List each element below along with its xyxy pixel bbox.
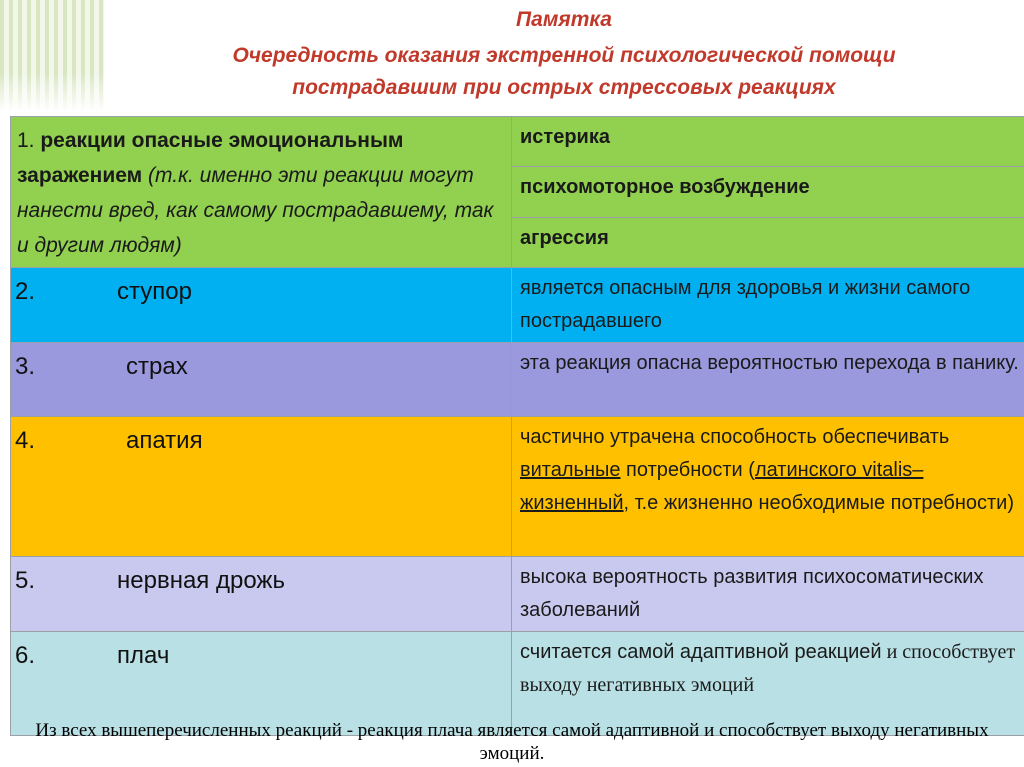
row4-desc-b: потребности (: [620, 459, 755, 481]
row1-italic-text: (т.к. именно эти реакции могут нанести вред, как самому пострадавшему, так и другим людям): [17, 164, 494, 257]
row4-number: 4.: [15, 427, 36, 454]
row4-desc-a: частично утрачена способность обеспечивать: [520, 426, 950, 448]
subtitle-line-1: Очередность оказания экстренной психологической помощи: [232, 44, 896, 67]
row6-desc-a: считается самой адаптивной реакцией: [520, 641, 882, 663]
row3-number: 3.: [15, 353, 36, 380]
row1-number: 1.: [17, 129, 35, 152]
row6-desc-b: и способствует выходу негативных эмоций: [520, 641, 1016, 696]
row2-number: 2.: [15, 278, 36, 305]
row4-name: апатия: [126, 427, 203, 454]
row1-sub-2: психомоторное возбуждение: [512, 167, 1024, 217]
row4-link-vitalnye[interactable]: витальные: [520, 459, 621, 481]
row4-left-cell: [11, 417, 512, 557]
row2-desc: является опасным для здоровья и жизни самого пострадавшего: [512, 268, 1024, 343]
row1-bold-text: реакции опасные эмоциональным заражением: [17, 129, 404, 187]
row6-number: 6.: [15, 642, 36, 669]
row6-name: плач: [117, 642, 170, 669]
row5-number: 5.: [15, 567, 36, 594]
row2-name: ступор: [117, 278, 192, 305]
row2-left-cell: [11, 268, 512, 343]
row4-link-latin[interactable]: латинского vitalis– жизненный: [520, 459, 924, 514]
row5-left-cell: [11, 557, 512, 632]
decorative-stripes: [0, 0, 104, 112]
row3-left-cell: [11, 343, 512, 417]
row3-desc: эта реакция опасна вероятностью перехода в панику.: [512, 343, 1024, 417]
row1-left-cell: [11, 117, 512, 268]
subtitle-line-2: пострадавшим при острых стрессовых реакциях: [292, 76, 836, 99]
footer-note: Из всех вышеперечисленных реакций - реакция плача является самой адаптивной и способствует выходу негативных эмоций.: [35, 720, 989, 764]
row1-sub-1: истерика: [512, 117, 1024, 167]
row3-name: страх: [126, 353, 188, 380]
page-title: Памятка: [516, 8, 612, 31]
row4-desc: [512, 417, 1024, 557]
row5-desc: высока вероятность развития психосоматических заболеваний: [512, 557, 1024, 632]
row5-name: нервная дрожь: [117, 567, 285, 594]
row1-sub-3: агрессия: [512, 217, 1024, 267]
row4-desc-c: , т.е жизненно необходимые потребности): [623, 492, 1014, 514]
reactions-table: [10, 116, 1024, 736]
